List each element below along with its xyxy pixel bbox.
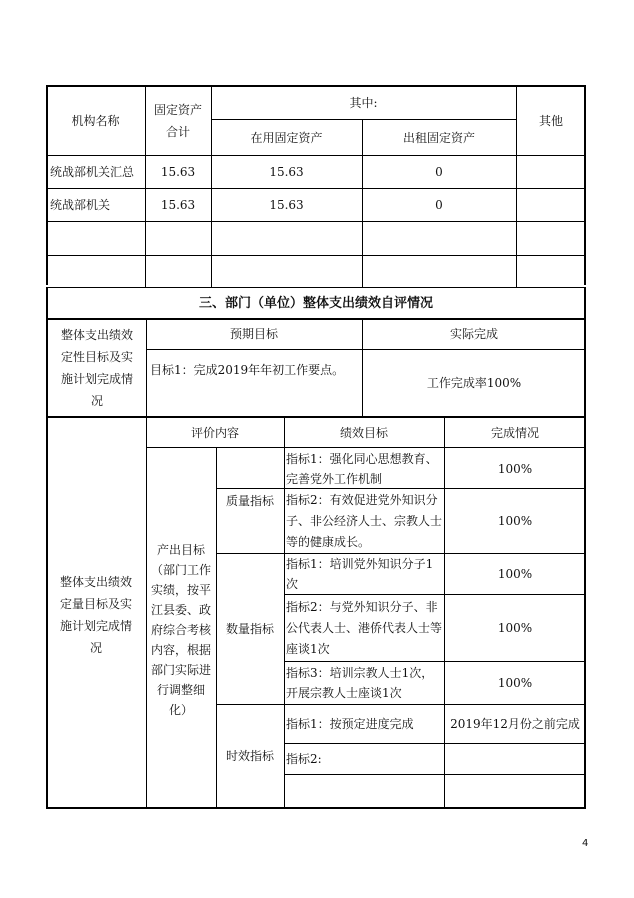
goal-section-label: 整体支出绩效定性目标及实施计划完成情况 [60,328,133,408]
asset-row-name: 统战部机关汇总 [50,165,135,179]
asset-row-other [516,189,586,221]
quantity-completion: 100% [497,567,533,581]
header-rented: 出租固定资产 [402,130,475,145]
quantity-completion: 100% [497,621,533,635]
timeliness-completion [444,744,586,774]
quality-target: 指标1：强化同心思想教育、完善党外工作机制 [286,451,438,486]
output-target-label: 产出目标（部门工作实绩，按平江县委、政府综合考核内容，根据部门实际进行调整细化） [150,543,211,717]
header-other: 其他 [538,113,563,128]
quality-indicator-label: 质量指标 [225,493,274,508]
table-border-left [46,418,48,809]
actual-completion-text: 工作完成率100% [426,376,522,390]
content-header: 评价内容 [190,425,239,440]
asset-row-in-use: 15.63 [269,198,304,212]
grid-line [284,418,285,808]
header-fixed-total: 固定资产合计 [153,103,202,139]
asset-row-rented: 0 [435,165,443,179]
header-among: 其中: [349,95,378,110]
quantity-indicator-label: 数量指标 [225,622,274,636]
indicator-section-label: 整体支出绩效定量目标及实施计划完成情况 [59,575,132,655]
target-header: 绩效目标 [339,425,388,440]
header-in-use: 在用固定资产 [250,130,323,145]
grid-line [46,255,586,256]
quality-target: 指标2：有效促进党外知识分子、非公经济人士、宗教人士等的健康成长。 [286,492,443,549]
quantity-target: 指标2：与党外知识分子、非公代表人士、港侨代表人士等座谈1次 [286,599,443,656]
asset-row-rented: 0 [435,198,443,212]
timeliness-target [286,775,442,807]
asset-row-total: 15.63 [160,165,196,179]
quantity-target: 指标1：培训党外知识分子1次 [286,557,434,591]
timeliness-target: 指标2: [286,752,322,766]
asset-row-name: 统战部机关 [50,198,111,212]
table-border-left [46,318,48,418]
section-title: 三、部门（单位）整体支出绩效自评情况 [198,295,433,311]
asset-row-in-use: 15.63 [269,165,304,179]
grid-line [146,418,147,808]
header-org-name: 机构名称 [71,113,120,128]
completion-header: 完成情况 [490,425,539,440]
expected-goal-header: 预期目标 [229,327,278,341]
quality-completion: 100% [497,514,533,528]
grid-line [146,349,586,350]
table-border-bottom [46,807,586,809]
timeliness-completion [444,775,586,807]
quality-completion: 100% [497,461,533,476]
timeliness-completion: 2019年12月份之前完成 [450,717,580,731]
timeliness-indicator-label: 时效指标 [225,749,274,763]
grid-line [46,221,586,222]
timeliness-target: 指标1：按预定进度完成 [286,717,414,731]
quantity-target: 指标3：培训宗教人士1次，开展宗教人士座谈1次 [286,666,434,700]
asset-row-other [516,156,586,188]
actual-completion-header: 实际完成 [449,327,498,341]
quantity-completion: 100% [497,676,533,690]
page-number: 4 [582,838,589,849]
asset-row-total: 15.63 [160,198,196,212]
expected-goal-text: 目标1：完成2019年年初工作要点。 [150,363,345,377]
